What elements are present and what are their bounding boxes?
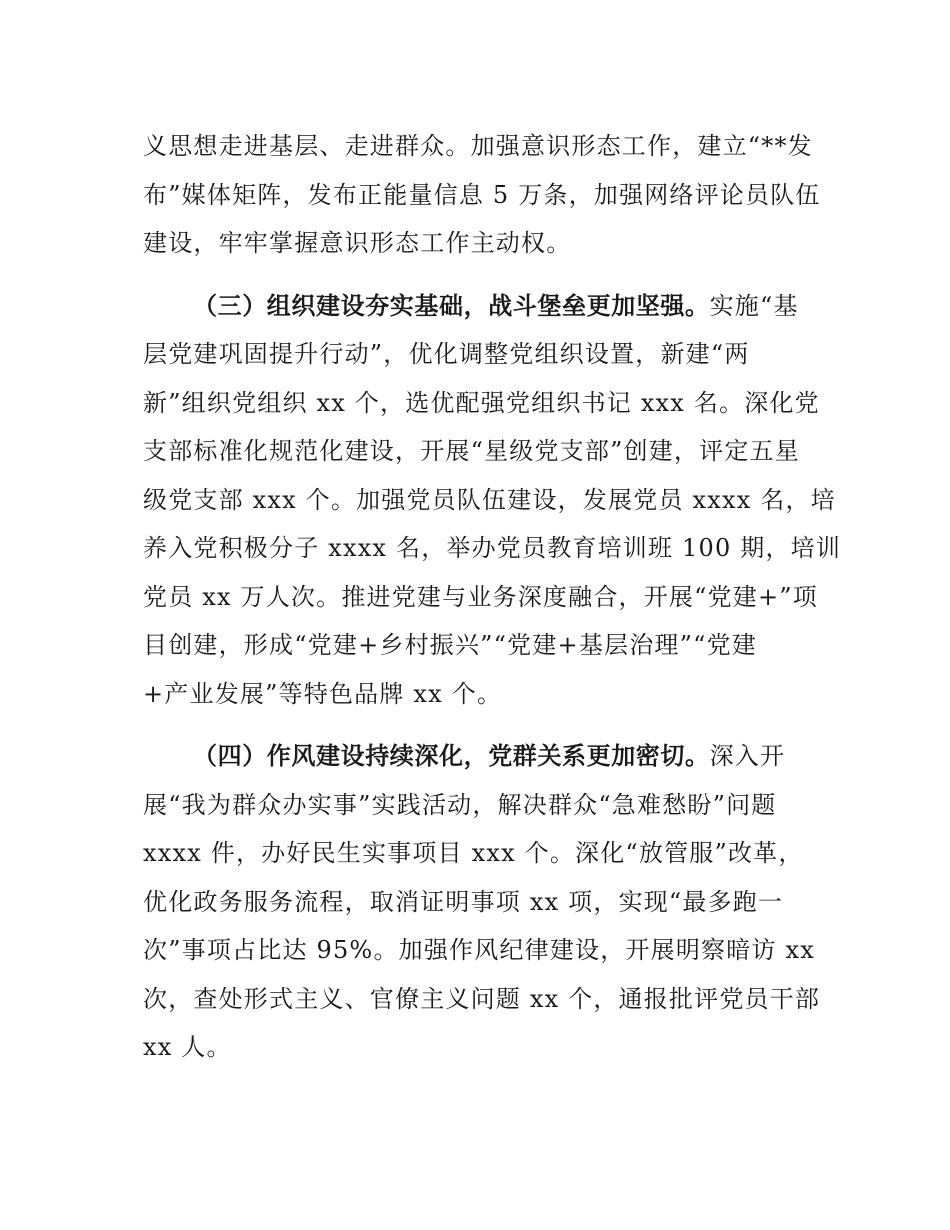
- line-text: 优化政务服务流程，取消证明事项 xx 项，实现“最多跑一: [143, 887, 784, 916]
- text-line: [143, 670, 811, 719]
- line-text: 建设，牢牢掌握意识形态工作主动权。: [143, 229, 572, 257]
- text-line: [143, 524, 842, 573]
- text-line: [143, 1023, 811, 1072]
- line-text: 义思想走进基层、走进群众。加强意识形态工作，建立“**发: [143, 132, 813, 160]
- line-text: 支部标准化规范化建设，开展“星级党支部”创建，评定五星: [143, 437, 800, 465]
- text-line: [143, 330, 811, 379]
- document-body: [143, 122, 842, 1072]
- text-line: [143, 781, 811, 830]
- line-text: 深入开: [709, 742, 786, 770]
- text-line: [143, 379, 820, 428]
- paragraph-spacer: [143, 268, 811, 282]
- text-line: [143, 219, 811, 268]
- line-text: xxxx 件，办好民生实事项目 xxx 个。深化“放管服”改革，: [143, 839, 804, 867]
- line-text: 实施“基: [709, 291, 799, 320]
- line-text: 养入党积极分子 xxxx 名，举办党员教育培训班 100 期，培训: [143, 534, 842, 562]
- paragraph-organization-building: [143, 282, 842, 719]
- line-text: 展“我为群众办实事”实践活动，解决群众“急难愁盼”问题: [143, 790, 777, 819]
- text-line: [143, 975, 821, 1024]
- text-line: [143, 573, 818, 622]
- line-text: xx 人。: [143, 1033, 232, 1061]
- line-text: 布”媒体矩阵，发布正能量信息 5 万条，加强网络评论员队伍: [143, 180, 821, 209]
- text-line: [143, 732, 811, 781]
- text-line: [143, 122, 811, 171]
- line-text: 层党建巩固提升行动”，优化调整党组织设置，新建“两: [143, 340, 750, 368]
- text-line: [143, 621, 811, 670]
- paragraph-ideology-continued: [143, 122, 821, 268]
- text-line: [143, 926, 815, 975]
- paragraph-work-style: [143, 732, 821, 1072]
- text-line: [143, 427, 811, 476]
- text-line: [143, 476, 836, 525]
- line-text: +产业发展”等特色品牌 xx 个。: [143, 679, 503, 708]
- text-line: [143, 282, 811, 331]
- line-text: 级党支部 xxx 个。加强党员队伍建设，发展党员 xxxx 名，培: [143, 485, 836, 514]
- text-line: [143, 171, 821, 220]
- line-text: 党员 xx 万人次。推进党建与业务深度融合，开展“党建+”项: [143, 582, 818, 611]
- line-text: 新”组织党组织 xx 个，选优配强党组织书记 xxx 名。深化党: [143, 388, 820, 417]
- paragraph-spacer: [143, 718, 811, 732]
- text-line: [143, 878, 811, 927]
- line-text: 次，查处形式主义、官僚主义问题 xx 个，通报批评党员干部: [143, 984, 821, 1013]
- text-line: [143, 829, 811, 878]
- line-text: 目创建，形成“党建+乡村振兴”“党建+基层治理”“党建: [143, 631, 757, 659]
- line-text: 次”事项占比达 95%。加强作风纪律建设，开展明察暗访 xx: [143, 936, 815, 964]
- section-heading: （三）组织建设夯实基础，战斗堡垒更加坚强。: [193, 291, 710, 320]
- section-heading: （四）作风建设持续深化，党群关系更加密切。: [193, 742, 710, 770]
